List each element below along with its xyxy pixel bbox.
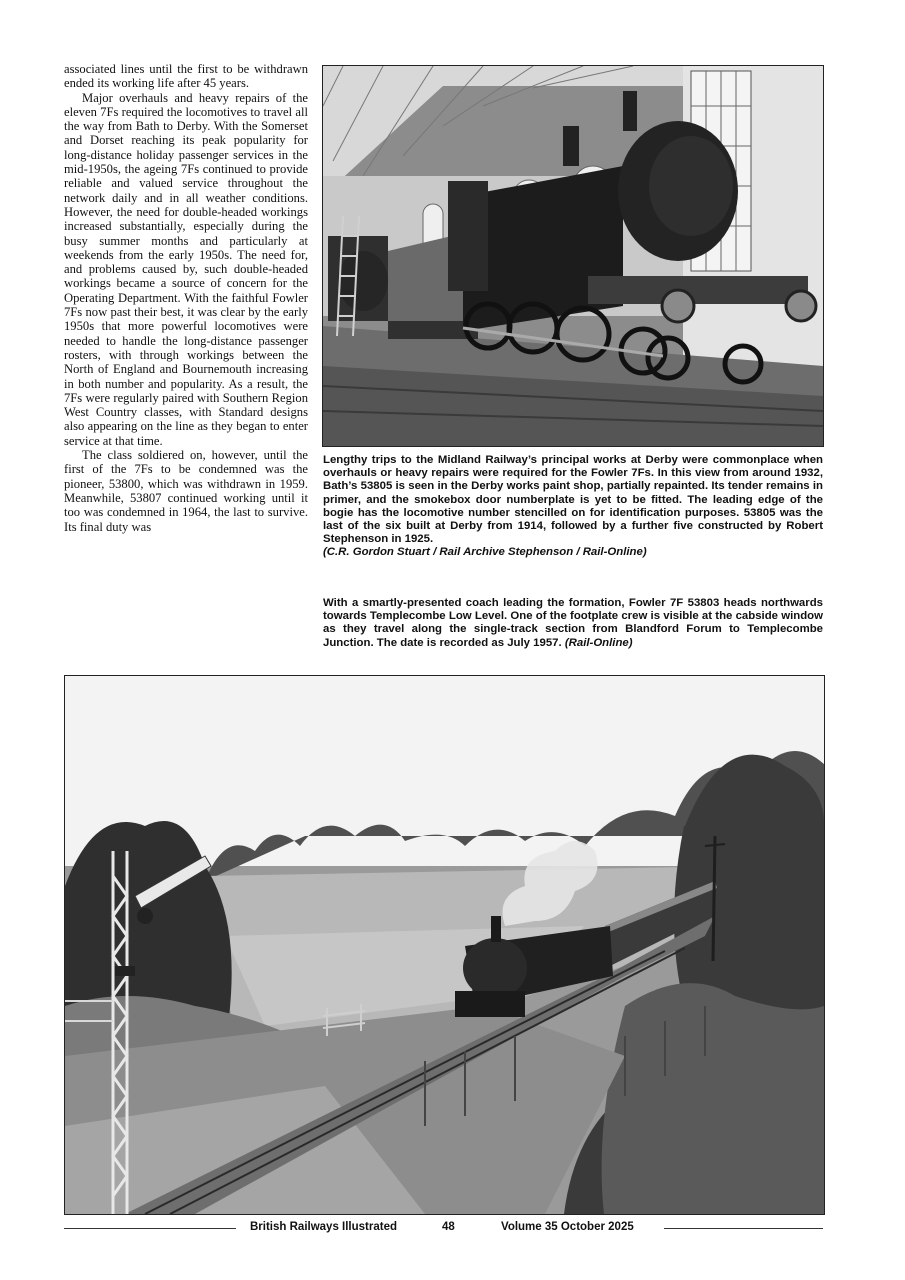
locomotive-workshop-image — [323, 66, 823, 446]
caption-text: Lengthy trips to the Midland Railway’s principal works at Derby were commonplace when overhauls or heavy repairs were required for the Fowler 7Fs. In this view from around 1932, Bath’s 53805 is seen in the Derby works paint shop, partially repainted. Its tender remains in primer, and the smokebox door numberplate is yet to be fitted. The leading edge of the bogie has the locomotive number stencilled on for identification purposes. 53805 was the last of the six built at Derby from 1914, followed by a further five constructed by Robert Stephenson in 1925. — [323, 454, 823, 546]
page-number: 48 — [442, 1221, 455, 1233]
article-paragraph: The class soldiered on, however, until the first of the 7Fs to be condemned was the pioneer, 53800, which was withdrawn in 1959. Meanwhile, 53807 continued working until it too was condemned in 1964, the last to survive. Its final duty was — [64, 448, 308, 534]
article-paragraph: associated lines until the first to be withdrawn ended its working life after 45 years. — [64, 62, 308, 91]
issue-info: Volume 35 October 2025 — [501, 1221, 634, 1233]
footer-rule-left — [64, 1228, 236, 1229]
article-paragraph: Major overhauls and heavy repairs of the eleven 7Fs required the locomotives to travel all the way from Bath to Derby. With the Somerset and Dorset reaching its peak popularity for long-distance holiday passenger services in the mid-1950s, the ageing 7Fs continued to provide reliable and valued service throughout the network daily and in all weather conditions. However, the need for double-headed workings increased substantially, especially during the busy summer months and particularly at weekends from the early 1950s. The need for, and problems caused by, such double-headed workings became a source of concern for the Operating Department. With the faithful Fowler 7Fs now past their best, it was clear by the early 1950s that more powerful locomotives were needed to handle the long-distance passenger rosters, with through workings between the North of England and Bournemouth increasing in both number and popularity. As a result, the 7Fs were regularly paired with Southern Region West Country classes, with Standard designs also appearing on the line as they began to enter service at that time. — [64, 90, 308, 448]
photo-credit: (Rail-Online) — [564, 636, 633, 649]
photo-credit: (C.R. Gordon Stuart / Rail Archive Stephenson / Rail-Online) — [323, 546, 647, 559]
page-footer — [64, 1218, 823, 1238]
train-countryside-image — [65, 676, 824, 1214]
caption-text: With a smartly-presented coach leading the formation, Fowler 7F 53803 heads northwards towards Templecombe Low Level. One of the footplate crew is visible at the cabside window as they travel along the single-track section from Blandford Forum to Templecombe Junction. The date is recorded as July 1957. — [323, 597, 823, 649]
photo-derby-works — [322, 65, 824, 447]
photo-templecombe — [64, 675, 825, 1215]
photo-caption-top — [323, 454, 823, 560]
publication-title: British Railways Illustrated — [250, 1221, 397, 1233]
article-column — [64, 62, 308, 534]
photo-caption-bottom — [323, 597, 823, 650]
footer-rule-right — [664, 1228, 823, 1229]
